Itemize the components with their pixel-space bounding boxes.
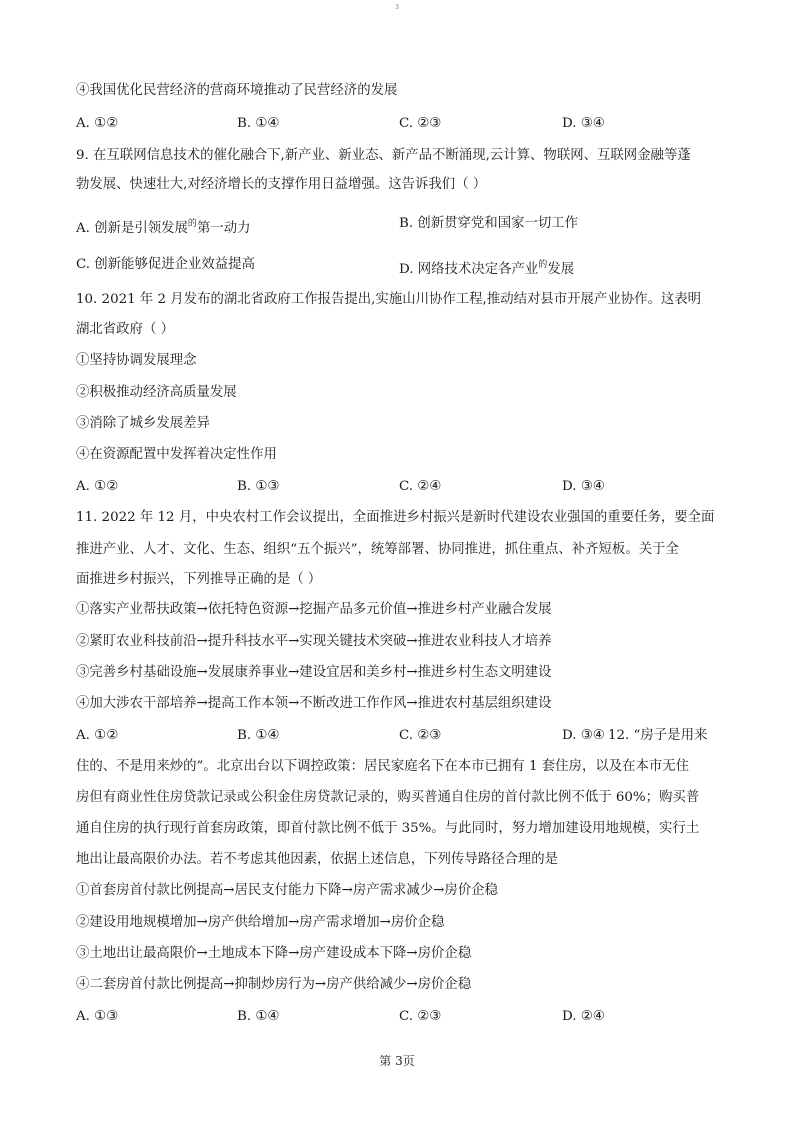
q9-option-c: C. 创新能够促进企业效益提高 bbox=[76, 257, 255, 272]
q10-option-d: D. ③④ bbox=[562, 479, 605, 494]
q10-statement-3: ③消除了城乡发展差异 bbox=[76, 416, 210, 431]
q10-statement-1: ①坚持协调发展理念 bbox=[76, 353, 197, 368]
q12-option-c: C. ②③ bbox=[399, 1009, 442, 1024]
q12-stem-line-2: 住的、不是用来炒的”。北京出台以下调控政策：居民家庭名下在本市已拥有 1 套住房，以及在本市无住 bbox=[76, 759, 690, 774]
q8-option-c: C. ②③ bbox=[399, 116, 442, 131]
q11-stem-line-2: 推进产业、人才、文化、生态、组织“五个振兴”，统筹部署、协同推进，抓住重点、补齐短板。关于全 bbox=[76, 542, 679, 557]
page-number: 第 3页 bbox=[379, 1054, 415, 1068]
q11-statement-2: ②紧盯农业科技前沿→提升科技水平→实现关键技术突破→推进农业科技人才培养 bbox=[76, 634, 552, 649]
q12-option-a: A. ①③ bbox=[76, 1009, 119, 1024]
q12-statement-2: ②建设用地规模增加→房产供给增加→房产需求增加→房价企稳 bbox=[76, 915, 445, 930]
q12-option-d: D. ②④ bbox=[562, 1009, 605, 1024]
q11-statement-3: ③完善乡村基础设施→发展康养事业→建设宜居和美乡村→推进乡村生态文明建设 bbox=[76, 665, 552, 680]
q9-option-a: A. 创新是引领发展$^的$第一动力 bbox=[76, 219, 251, 236]
q12-stem-line-5: 地出让最高限价办法。若不考虑其他因素，依据上述信息，下列传导路径合理的是 bbox=[76, 852, 559, 867]
q9-stem-line-2: 勃发展、快速壮大,对经济增长的支撑作用日益增强。这告诉我们（ ） bbox=[76, 177, 487, 192]
q10-option-c: C. ②④ bbox=[399, 479, 442, 494]
q12-stem-line-3: 房但有商业性住房贷款记录或公积金住房贷款记录的，购买普通自住房的首付款比例不低于 60%；购买普 bbox=[76, 790, 700, 805]
page-top-mark: 3 bbox=[395, 4, 399, 11]
q12-statement-4: ④二套房首付款比例提高→抑制炒房行为→房产供给减少→房价企稳 bbox=[76, 977, 472, 992]
q12-statement-1: ①首套房首付款比例提高→居民支付能力下降→房产需求减少→房价企稳 bbox=[76, 883, 498, 898]
q12-statement-3: ③土地出让最高限价→土地成本下降→房产建设成本下降→房价企稳 bbox=[76, 946, 472, 961]
q9-stem-line-1: 9. 在互联网信息技术的催化融合下,新产业、新业态、新产品不断涌现,云计算、物联网、互联网金融等蓬 bbox=[76, 148, 691, 163]
q12-option-b: B. ①④ bbox=[237, 1009, 280, 1024]
q8-option-d: D. ③④ bbox=[562, 116, 605, 131]
q10-option-a: A. ①② bbox=[76, 479, 119, 494]
q8-option-a: A. ①② bbox=[76, 116, 119, 131]
q10-statement-4: ④在资源配置中发挥着决定性作用 bbox=[76, 447, 277, 462]
q10-stem-line-1: 10. 2021 年 2 月发布的湖北省政府工作报告提出,实施山川协作工程,推动结对县市开展产业协作。这表明 bbox=[76, 292, 702, 307]
q10-option-b: B. ①③ bbox=[237, 479, 280, 494]
q11-option-d: D. ③④ bbox=[562, 728, 605, 743]
q12-stem-start: 12. “房子是用来 bbox=[608, 728, 708, 743]
q11-stem-line-3: 面推进乡村振兴，下列推导正确的是（ ） bbox=[76, 572, 322, 587]
q10-stem-line-2: 湖北省政府（ ） bbox=[76, 322, 174, 337]
q9-option-d: D. 网络技术决定各产业$^的$发展 bbox=[399, 260, 575, 277]
q11-statement-4: ④加大涉农干部培养→提高工作本领→不断改进工作作风→推进农村基层组织建设 bbox=[76, 696, 552, 711]
q11-stem-line-1: 11. 2022 年 12 月，中央农村工作会议提出，全面推进乡村振兴是新时代建设农业强国的重要任务，要全面 bbox=[76, 510, 715, 525]
q9-option-b: B. 创新贯穿党和国家一切工作 bbox=[399, 216, 579, 231]
q11-option-c: C. ②③ bbox=[399, 728, 442, 743]
q12-stem-line-4: 通自住房的执行现行首套房政策，即首付款比例不低于 35%。与此同时，努力增加建设用地规模，实行土 bbox=[76, 821, 700, 836]
q8-statement-4: ④我国优化民营经济的营商环境推动了民营经济的发展 bbox=[76, 83, 398, 98]
q11-option-b: B. ①④ bbox=[237, 728, 280, 743]
q10-statement-2: ②积极推动经济高质量发展 bbox=[76, 385, 237, 400]
q11-statement-1: ①落实产业帮扶政策→依托特色资源→挖掘产品多元价值→推进乡村产业融合发展 bbox=[76, 602, 552, 617]
q8-option-b: B. ①④ bbox=[237, 116, 280, 131]
q11-option-a: A. ①② bbox=[76, 728, 119, 743]
